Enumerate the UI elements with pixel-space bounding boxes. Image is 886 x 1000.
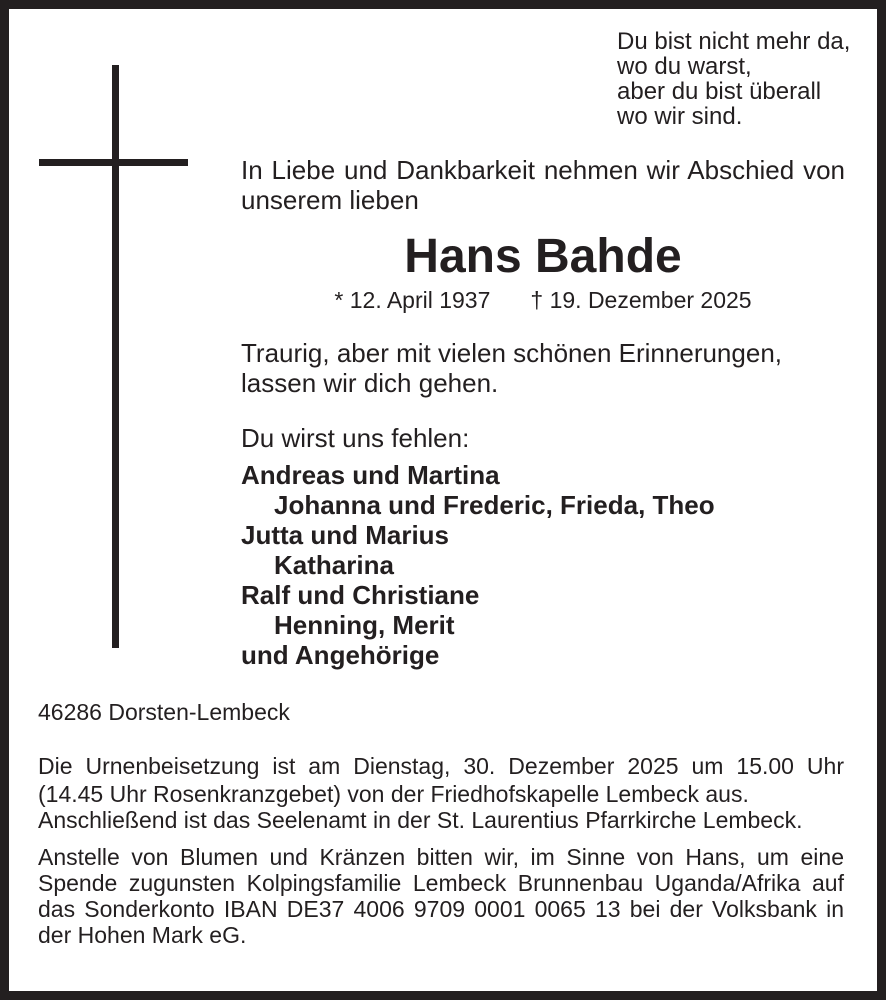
mourner-line: Henning, Merit bbox=[274, 610, 455, 640]
epigraph-line: wo wir sind. bbox=[617, 103, 743, 130]
birth-date: * 12. April 1937 bbox=[334, 287, 491, 313]
farewell-line: Traurig, aber mit vielen schönen Erinnerungen, bbox=[241, 338, 782, 368]
missing-intro: Du wirst uns fehlen: bbox=[241, 423, 470, 453]
cross-vertical-bar bbox=[112, 65, 119, 648]
donation-info-text: Anstelle von Blumen und Kränzen bitten wir, im Sinne von Hans, um eine Spende zugunsten Kolpingsfamilie Lembeck Brunnenbau Uganda/Afrika auf das Sonderkonto IBAN DE37 4006 9709 0001 0065 13 bei der Volksbank in der Hohen Mark eG. bbox=[38, 844, 844, 948]
deceased-name: Hans Bahde bbox=[404, 230, 682, 283]
funeral-info-text: Die Urnenbeisetzung ist am Dienstag, 30. Dezember 2025 um 15.00 Uhr (14.45 Uhr Rosenkranzgebet) von der Friedhofskapelle Lembeck aus. bbox=[38, 753, 844, 807]
mourner-line: Katharina bbox=[274, 550, 394, 580]
epigraph-line: Du bist nicht mehr da, bbox=[617, 28, 851, 55]
mourner-line: Johanna und Frederic, Frieda, Theo bbox=[274, 490, 715, 520]
cross-horizontal-bar bbox=[39, 159, 188, 166]
mourner-line: und Angehörige bbox=[241, 640, 440, 670]
location-text: 46286 Dorsten-Lembeck bbox=[38, 699, 290, 725]
requiem-info-text: Anschließend ist das Seelenamt in der St. Laurentius Pfarrkirche Lembeck. bbox=[38, 807, 803, 833]
epigraph-line: aber du bist überall bbox=[617, 78, 822, 105]
death-date: † 19. Dezember 2025 bbox=[530, 287, 752, 313]
farewell-verse bbox=[241, 338, 845, 398]
mourner-line: Ralf und Christiane bbox=[241, 580, 480, 610]
epigraph-line: wo du warst, bbox=[617, 53, 752, 80]
mourner-line: Andreas und Martina bbox=[241, 460, 500, 490]
intro-text: In Liebe und Dankbarkeit nehmen wir Abschied von unserem lieben bbox=[241, 155, 845, 215]
life-dates bbox=[241, 287, 845, 313]
farewell-line: lassen wir dich gehen. bbox=[241, 368, 499, 398]
mourner-line: Jutta und Marius bbox=[241, 520, 450, 550]
mourner-list bbox=[241, 460, 845, 670]
epigraph-verse bbox=[617, 29, 850, 129]
